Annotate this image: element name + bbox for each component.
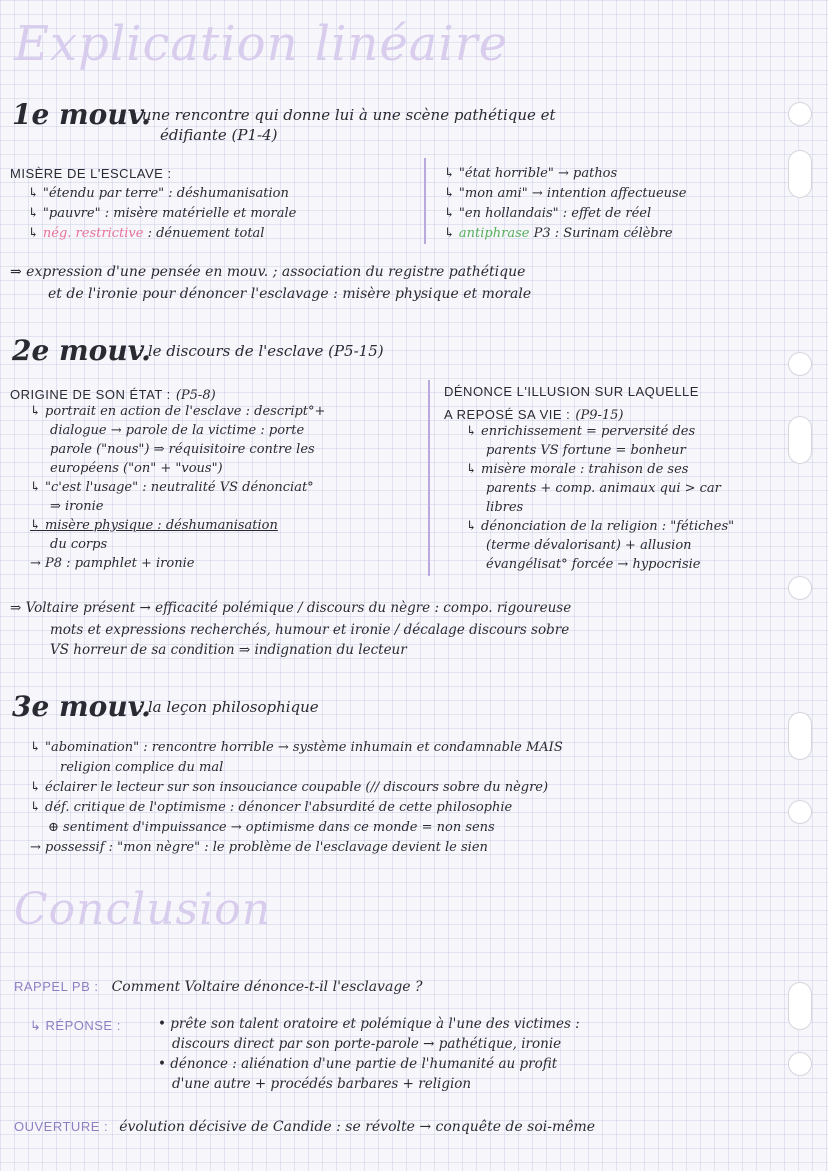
list-item: → P8 : pamphlet + ironie [30,556,195,571]
binder-hole [788,1052,812,1076]
list-item: évangélisat° forcée → hypocrisie [486,557,701,572]
mov2-right-heading: DÉNONCE L'ILLUSION SUR LAQUELLE [444,384,699,399]
mov2-summary-2: mots et expressions recherchés, humour et ironie / décalage discours sobre [50,622,570,638]
list-item: ↳ antiphrase P3 : Surinam célèbre [444,226,673,241]
list-item: ↳ "c'est l'usage" : neutralité VS dénonciat° [30,480,314,495]
note: P3 : Surinam célèbre [529,226,673,241]
mov3-subtitle: : la leçon philosophique [138,698,319,716]
list-item: ↳ éclairer le lecteur sur son insouciance coupable (// discours sobre du nègre) [30,780,549,795]
binder-hole [788,576,812,600]
list-item: parents + comp. animaux qui > car [486,481,721,496]
list-item: (terme dévalorisant) + allusion [486,538,692,553]
list-item: ↳ "mon ami" → intention affectueuse [444,186,687,201]
list-item: ↳ "état horrible" → pathos [444,166,618,181]
list-item: • prête son talent oratoire et polémique à l'une des victimes : [158,1016,580,1032]
list-item: ↳ "pauvre" : misère matérielle et morale [28,206,297,221]
mov2-summary-3: VS horreur de sa condition ⇒ indignation du lecteur [50,642,407,658]
list-item: → possessif : "mon nègre" : le problème de l'esclavage devient le sien [30,840,488,855]
binder-hole [788,352,812,376]
note: → intention affectueuse [527,186,687,201]
binder-hole [788,416,812,464]
heading-text: A REPOSÉ SA VIE : [444,407,571,422]
quote: "en hollandais" [458,206,559,221]
binder-hole [788,102,812,126]
reponse-list [158,1016,580,1096]
list-item: ↳ "étendu par terre" : déshumanisation [28,186,289,201]
list-item: d'une autre + procédés barbares + religion [172,1076,472,1092]
mov1-right-list [444,166,686,246]
reponse-label: ↳ RÉPONSE : [30,1018,121,1033]
mov2-left-heading [10,384,216,403]
list-item: dialogue → parole de la victime : porte [50,423,305,438]
list-item: ↳ dénonciation de la religion : "fétiches" [466,519,735,534]
mov1-subtitle-2: édifiante (P1-4) [160,126,278,144]
column-divider [424,158,426,244]
column-divider [428,380,430,576]
ouverture [14,1116,595,1135]
note: → pathos [553,166,618,181]
note: : déshumanisation [164,186,289,201]
quote: "étendu par terre" [42,186,165,201]
note: : dénuement total [143,226,265,241]
list-item: religion complice du mal [60,760,224,775]
ouverture-text: évolution décisive de Candide : se révolte → conquête de soi-même [119,1119,596,1135]
mov3-heading: 3e mouv. [12,690,151,723]
list-item: ↳ misère morale : trahison de ses [466,462,689,477]
list-item: ↳ déf. critique de l'optimisme : dénoncer l'absurdité de cette philosophie [30,800,513,815]
mov1-left-heading: MISÈRE DE L'ESCLAVE : [10,166,172,181]
binder-hole [788,800,812,824]
mov2-subtitle: : le discours de l'esclave (P5-15) [138,342,384,360]
heading-ref: (P5-8) [175,388,216,403]
note: : misère matérielle et morale [100,206,297,221]
mov2-right-heading-2 [444,404,623,423]
quote: "pauvre" [42,206,101,221]
list-item: parole ("nous") ⇒ réquisitoire contre les [50,442,315,457]
list-item: ↳ portrait en action de l'esclave : descript°+ [30,404,326,419]
binder-hole [788,982,812,1030]
mov1-subtitle: : une rencontre qui donne lui à une scène pathétique et [132,106,556,124]
list-item: ↳ nég. restrictive : dénuement total [28,226,265,241]
list-item: ↳ "abomination" : rencontre horrible → système inhumain et condamnable MAIS [30,740,563,755]
rappel [14,976,423,995]
rappel-text: Comment Voltaire dénonce-t-il l'esclavage ? [111,979,423,995]
note: : effet de réel [558,206,652,221]
heading-ref: (P9-15) [575,408,624,423]
binder-hole [788,712,812,760]
quote: "mon ami" [458,186,528,201]
list-item: européens ("on" + "vous") [50,461,223,476]
mov1-left-list [28,186,296,246]
mov2-heading: 2e mouv. [12,334,151,367]
mov1-summary-2: et de l'ironie pour dénoncer l'esclavage : misère physique et morale [48,286,532,302]
binder-hole [788,150,812,198]
list-item: • dénonce : aliénation d'une partie de l'humanité au profit [158,1056,558,1072]
mov1-summary: ⇒ expression d'une pensée en mouv. ; association du registre pathétique [10,264,526,280]
quote: antiphrase [458,226,530,241]
list-item: ⇒ ironie [50,499,104,514]
quote: nég. restrictive [42,226,144,241]
rappel-label: RAPPEL PB : [14,979,99,994]
list-item: ⊕ sentiment d'impuissance → optimisme dans ce monde = non sens [48,820,495,835]
quote: "état horrible" [458,166,554,181]
list-item: ↳ enrichissement = perversité des [466,424,696,439]
mov2-left-list [30,404,425,575]
mov3-list [30,740,790,860]
ouverture-label: OUVERTURE : [14,1119,109,1134]
page-title: Explication linéaire [14,16,509,72]
list-item: parents VS fortune = bonheur [486,443,686,458]
list-item: du corps [50,537,108,552]
mov2-right-list [466,424,786,576]
list-item: discours direct par son porte-parole → pathétique, ironie [172,1036,562,1052]
mov1-heading: 1e mouv. [12,98,151,131]
heading-text: ORIGINE DE SON ÉTAT : [10,387,171,402]
list-item: ↳ misère physique : déshumanisation [30,518,278,533]
list-item: libres [486,500,524,515]
conclusion-title: Conclusion [14,884,272,935]
list-item: ↳ "en hollandais" : effet de réel [444,206,652,221]
mov2-summary: ⇒ Voltaire présent → efficacité polémique / discours du nègre : compo. rigoureuse [10,600,572,616]
